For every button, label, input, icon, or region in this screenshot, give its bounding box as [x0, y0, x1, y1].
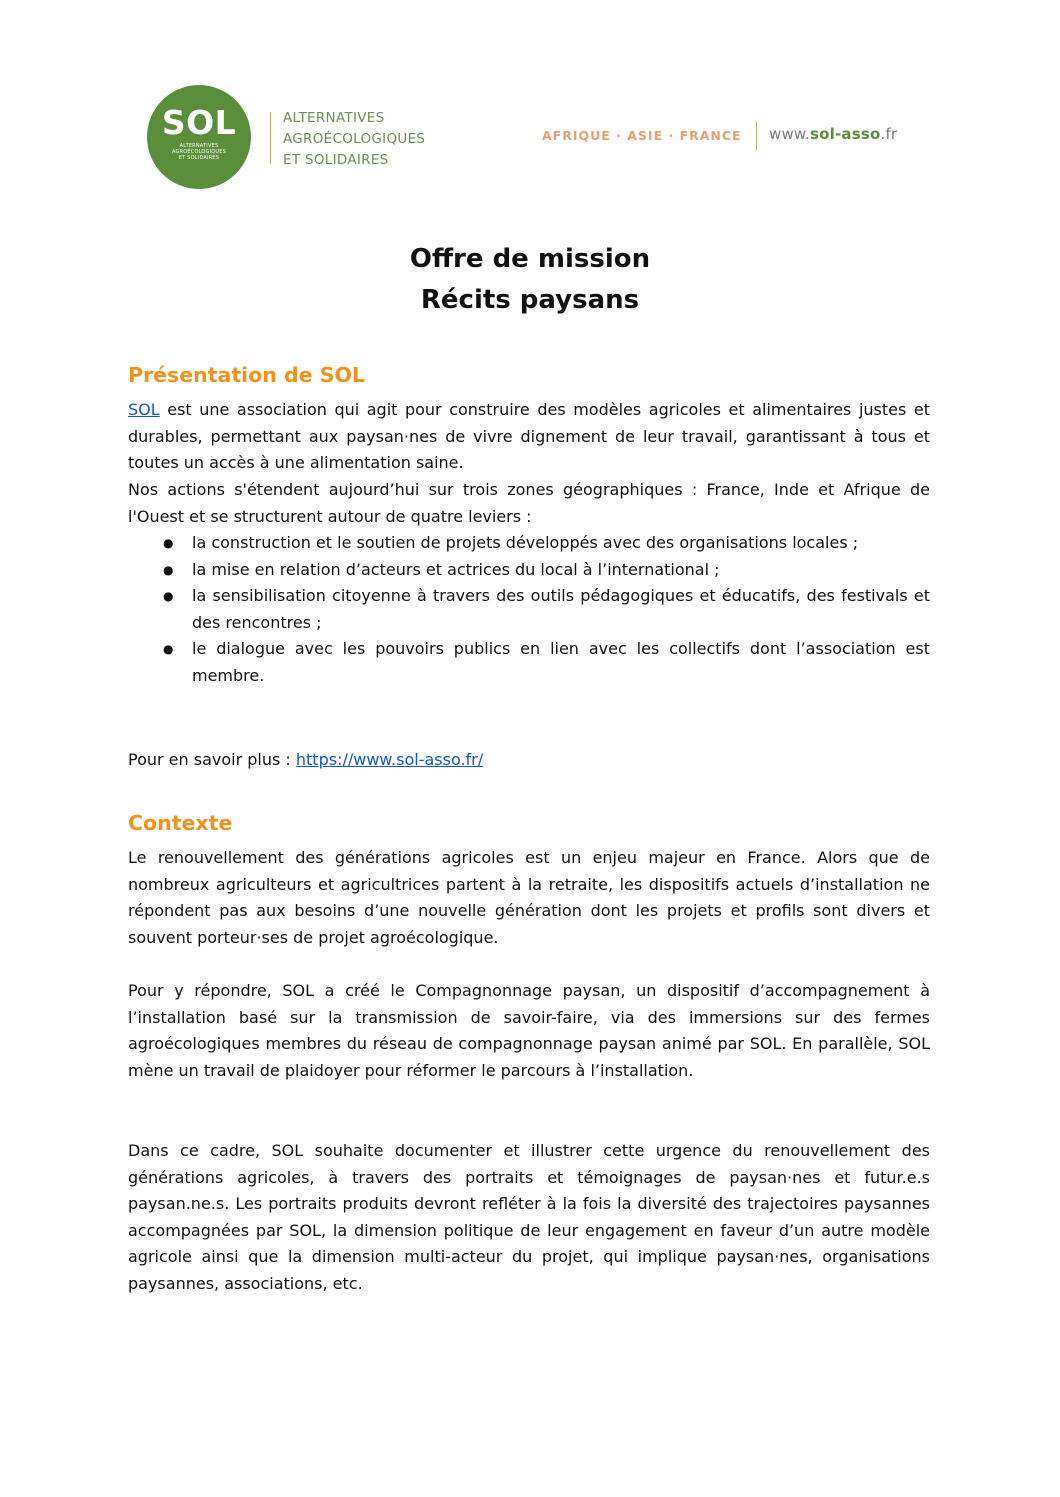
- logo-text: SOL: [161, 102, 237, 142]
- list-item: ● la sensibilisation citoyenne à travers des outils pédagogiques et éducatifs, des festivals et des rencontres ;: [163, 586, 930, 632]
- logo-divider: [270, 112, 271, 164]
- presentation-para2: Nos actions s'étendent aujourd’hui sur trois zones géographiques : France, Inde et Afrique de l'Ouest et se structurent autour de quatre leviers :: [128, 480, 930, 526]
- page-title: Offre de mission Récits paysans: [409, 244, 651, 315]
- contexte-para-2: Pour y répondre, SOL a créé le Compagnonnage paysan, un dispositif d’accompagnement à l’installation basé sur la transmission de savoir-faire, via des immersions sur des fermes agroécologiques membres du réseau de compagnonnage paysan animé par SOL. En parallèle, SOL mène un travail de plaidoyer pour réformer le parcours à l’installation.: [128, 981, 930, 1080]
- contexte-para-3: Dans ce cadre, SOL souhaite documenter et illustrer cette urgence du renouvellement des générations agricoles, à travers des portraits et témoignages de paysan·nes et futur.e.s paysan.ne.s. Les portraits produits devront refléter à la fois la diversité des trajectoires paysannes accompagnées par SOL, la dimension politique de leur engagement en faveur d’un autre modèle agricole ainsi que la dimension multi-acteur du projet, qui implique paysan·nes, organisations paysannes, associations, etc.: [128, 1141, 930, 1293]
- website-label: www.sol-asso.fr: [769, 125, 898, 143]
- list-item: ● la construction et le soutien de projets développés avec des organisations locales ;: [163, 533, 859, 552]
- levers-list: [128, 530, 930, 689]
- contexte-para-1: Le renouvellement des générations agricoles est un enjeu majeur en France. Alors que de nombreux agriculteurs et agricultrices partent à la retraite, les dispositifs actuels d’installation ne répondent pas aux besoins d’une nouvelle génération dont les projets et profils sont divers et souvent porteur·ses de projet agroécologique.: [128, 848, 930, 947]
- presentation-intro: SOL est une association qui agit pour construire des modèles agricoles et alimentaires justes et durables, permettant aux paysan·nes de vivre dignement de leur travail, garantissant à tous et toutes un accès à une alimentation saine.: [128, 400, 930, 472]
- list-item: ● le dialogue avec les pouvoirs publics en lien avec les collectifs dont l’association est membre.: [163, 639, 930, 685]
- sol-link[interactable]: SOL: [128, 400, 160, 419]
- more-info-line: Pour en savoir plus : https://www.sol-asso.fr/: [128, 750, 484, 769]
- sol-logo: [147, 85, 251, 189]
- regions-label: AFRIQUE · ASIE · FRANCE: [542, 128, 742, 143]
- website-divider: [756, 121, 757, 151]
- website-link[interactable]: https://www.sol-asso.fr/: [295, 750, 484, 769]
- section-heading-contexte: Contexte: [128, 811, 233, 835]
- logo-subtext: ALTERNATIVES AGROÉCOLOGIQUES ET SOLIDAIRES: [171, 142, 227, 161]
- letterhead: [0, 0, 1060, 200]
- list-item: ● la mise en relation d’acteurs et actrices du local à l’international ;: [163, 559, 720, 579]
- logo-tagline: ALTERNATIVES AGROÉCOLOGIQUES ET SOLIDAIRES: [283, 110, 426, 168]
- section-heading-presentation: Présentation de SOL: [128, 363, 365, 387]
